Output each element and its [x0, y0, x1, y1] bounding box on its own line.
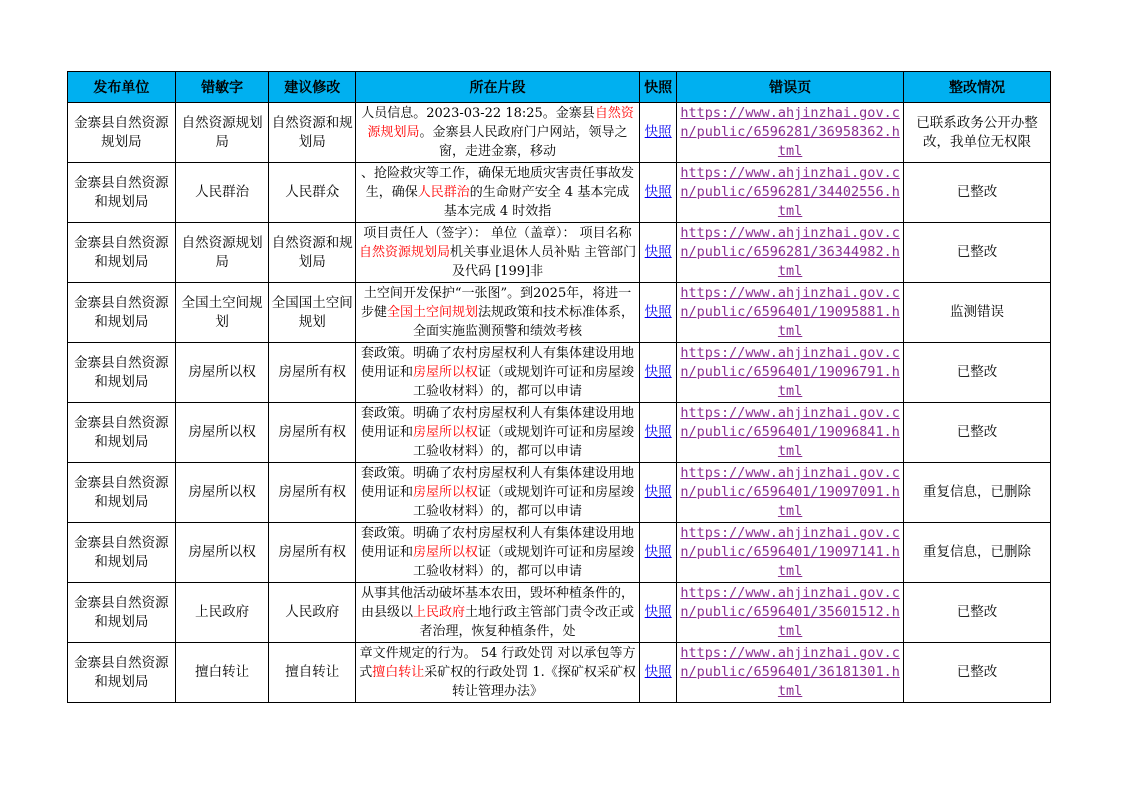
- fragment-text: 机关事业退休人员补贴 主管部门及代码 [199]非: [449, 245, 637, 279]
- wrong-word-cell: 自然资源规划局: [175, 103, 269, 163]
- unit-cell: 金寨县自然资源和规划局: [68, 463, 176, 523]
- fragment-cell: [356, 523, 640, 583]
- fragment-text: 采矿权的行政处罚 1.《探矿权采矿权转让管理办法》: [424, 665, 636, 699]
- status-cell: 已整改: [903, 343, 1050, 403]
- snapshot-link[interactable]: 快照: [644, 484, 672, 500]
- snapshot-cell: [640, 583, 677, 643]
- suggestion-cell: 擅自转让: [269, 643, 356, 703]
- fragment-text: 章文件规定的行为。 54 行政处罚 对以承包等方式: [359, 646, 636, 680]
- snapshot-cell: [640, 343, 677, 403]
- unit-cell: 金寨县自然资源和规划局: [68, 283, 176, 343]
- error-page-cell: [677, 103, 904, 163]
- fragment-highlight: 上民政府: [413, 605, 466, 620]
- status-cell: 已整改: [903, 583, 1050, 643]
- error-page-link[interactable]: https://www.ahjinzhai.gov.cn/public/6596401/19097141.html: [680, 525, 900, 579]
- suggestion-cell: 全国国土空间规划: [269, 283, 356, 343]
- fragment-text: 、抢险救灾等工作，确保无地质灾害责任事故发生，确保: [361, 166, 635, 200]
- fragment-cell: [356, 583, 640, 643]
- fragment-highlight: 房屋所以权: [413, 365, 479, 380]
- fragment-cell: [356, 223, 640, 283]
- header-error-page: 错误页: [677, 72, 904, 103]
- error-page-link[interactable]: https://www.ahjinzhai.gov.cn/public/6596401/19096791.html: [680, 345, 900, 399]
- fragment-text: 证（或规划许可证和房屋竣工验收材料）的，都可以申请: [413, 365, 635, 399]
- snapshot-cell: [640, 163, 677, 223]
- fragment-cell: [356, 643, 640, 703]
- error-page-cell: [677, 163, 904, 223]
- header-wrong-word: 错敏字: [175, 72, 269, 103]
- fragment-highlight: 全国土空间规划: [387, 305, 479, 320]
- wrong-word-cell: 全国土空间规划: [175, 283, 269, 343]
- status-cell: 已联系政务公开办整改，我单位无权限: [903, 103, 1050, 163]
- suggestion-cell: 人民群众: [269, 163, 356, 223]
- table-row: [68, 463, 1051, 523]
- error-page-cell: [677, 643, 904, 703]
- snapshot-cell: [640, 283, 677, 343]
- snapshot-cell: [640, 403, 677, 463]
- unit-cell: 金寨县自然资源和规划局: [68, 343, 176, 403]
- fragment-text: 套政策。明确了农村房屋权利人有集体建设用地使用证和: [361, 346, 635, 380]
- error-page-link[interactable]: https://www.ahjinzhai.gov.cn/public/6596401/19095881.html: [680, 285, 900, 339]
- snapshot-link[interactable]: 快照: [644, 184, 672, 200]
- fragment-text: 。金寨县人民政府门户网站，领导之窗，走进金寨，移动: [419, 125, 628, 159]
- error-page-cell: [677, 523, 904, 583]
- error-page-link[interactable]: https://www.ahjinzhai.gov.cn/public/6596281/36958362.html: [680, 105, 900, 159]
- unit-cell: 金寨县自然资源和规划局: [68, 163, 176, 223]
- error-page-cell: [677, 583, 904, 643]
- fragment-text: 证（或规划许可证和房屋竣工验收材料）的，都可以申请: [413, 545, 635, 579]
- wrong-word-cell: 房屋所以权: [175, 463, 269, 523]
- fragment-text: 从事其他活动破坏基本农田，毁坏种植条件的，由县级以: [361, 586, 635, 620]
- status-cell: 重复信息，已删除: [903, 523, 1050, 583]
- fragment-highlight: 房屋所以权: [413, 485, 479, 500]
- header-snapshot: 快照: [640, 72, 677, 103]
- unit-cell: 金寨县自然资源规划局: [68, 103, 176, 163]
- suggestion-cell: 自然资源和规划局: [269, 103, 356, 163]
- header-unit: 发布单位: [68, 72, 176, 103]
- fragment-highlight: 人民群治: [417, 185, 470, 200]
- suggestion-cell: 人民政府: [269, 583, 356, 643]
- fragment-cell: [356, 283, 640, 343]
- suggestion-cell: 房屋所有权: [269, 463, 356, 523]
- fragment-cell: [356, 343, 640, 403]
- error-page-link[interactable]: https://www.ahjinzhai.gov.cn/public/6596281/36344982.html: [680, 225, 900, 279]
- unit-cell: 金寨县自然资源和规划局: [68, 643, 176, 703]
- error-page-link[interactable]: https://www.ahjinzhai.gov.cn/public/6596401/19096841.html: [680, 405, 900, 459]
- status-cell: 已整改: [903, 223, 1050, 283]
- table-row: [68, 283, 1051, 343]
- fragment-text: 土地行政主管部门责令改正或者治理，恢复种植条件，处: [419, 605, 635, 639]
- wrong-word-cell: 上民政府: [175, 583, 269, 643]
- fragment-cell: [356, 403, 640, 463]
- fragment-cell: [356, 463, 640, 523]
- fragment-text: 证（或规划许可证和房屋竣工验收材料）的，都可以申请: [413, 485, 635, 519]
- status-cell: 重复信息，已删除: [903, 463, 1050, 523]
- snapshot-cell: [640, 463, 677, 523]
- table-row: [68, 523, 1051, 583]
- snapshot-link[interactable]: 快照: [644, 544, 672, 560]
- wrong-word-cell: 房屋所以权: [175, 343, 269, 403]
- unit-cell: 金寨县自然资源和规划局: [68, 583, 176, 643]
- table-row: [68, 343, 1051, 403]
- snapshot-cell: [640, 643, 677, 703]
- fragment-text: 的生命财产安全 4 基本完成 基本完成 4 时效指: [443, 185, 630, 219]
- snapshot-cell: [640, 103, 677, 163]
- header-status: 整改情况: [903, 72, 1050, 103]
- header-row: [68, 72, 1051, 103]
- fragment-cell: [356, 163, 640, 223]
- unit-cell: 金寨县自然资源和规划局: [68, 523, 176, 583]
- table-row: [68, 583, 1051, 643]
- fragment-highlight: 房屋所以权: [413, 425, 479, 440]
- error-page-link[interactable]: https://www.ahjinzhai.gov.cn/public/6596401/19097091.html: [680, 465, 900, 519]
- wrong-word-cell: 擅白转让: [175, 643, 269, 703]
- table-row: [68, 223, 1051, 283]
- header-fragment: 所在片段: [356, 72, 640, 103]
- status-cell: 已整改: [903, 403, 1050, 463]
- fragment-text: 证（或规划许可证和房屋竣工验收材料）的，都可以申请: [413, 425, 635, 459]
- fragment-text: 套政策。明确了农村房屋权利人有集体建设用地使用证和: [361, 526, 635, 560]
- fragment-text: 套政策。明确了农村房屋权利人有集体建设用地使用证和: [361, 406, 635, 440]
- snapshot-link[interactable]: 快照: [644, 124, 672, 140]
- error-page-cell: [677, 223, 904, 283]
- error-page-cell: [677, 283, 904, 343]
- error-page-cell: [677, 343, 904, 403]
- fragment-highlight: 擅白转让: [372, 665, 425, 680]
- status-cell: 监测错误: [903, 283, 1050, 343]
- suggestion-cell: 房屋所有权: [269, 523, 356, 583]
- error-page-cell: [677, 403, 904, 463]
- fragment-text: 人员信息。2023-03-22 18:25。金寨县: [361, 106, 595, 121]
- fragment-text: 法规政策和技术标准体系，全面实施监测预警和绩效考核: [413, 305, 635, 339]
- fragment-text: 套政策。明确了农村房屋权利人有集体建设用地使用证和: [361, 466, 635, 500]
- suggestion-cell: 房屋所有权: [269, 343, 356, 403]
- wrong-word-cell: 房屋所以权: [175, 403, 269, 463]
- fragment-highlight: 房屋所以权: [413, 545, 479, 560]
- snapshot-link[interactable]: 快照: [644, 304, 672, 320]
- error-page-link[interactable]: https://www.ahjinzhai.gov.cn/public/6596401/36181301.html: [680, 645, 900, 699]
- snapshot-cell: [640, 523, 677, 583]
- header-suggestion: 建议修改: [269, 72, 356, 103]
- snapshot-link[interactable]: 快照: [644, 664, 672, 680]
- wrong-word-cell: 自然资源规划局: [175, 223, 269, 283]
- table-row: [68, 403, 1051, 463]
- error-page-link[interactable]: https://www.ahjinzhai.gov.cn/public/6596281/34402556.html: [680, 165, 900, 219]
- snapshot-cell: [640, 223, 677, 283]
- table-row: [68, 163, 1051, 223]
- status-cell: 已整改: [903, 643, 1050, 703]
- unit-cell: 金寨县自然资源和规划局: [68, 403, 176, 463]
- status-cell: 已整改: [903, 163, 1050, 223]
- table-row: [68, 103, 1051, 163]
- snapshot-link[interactable]: 快照: [644, 244, 672, 260]
- error-page-cell: [677, 463, 904, 523]
- fragment-highlight: 自然资源规划局: [367, 106, 634, 140]
- fragment-cell: [356, 103, 640, 163]
- wrong-word-cell: 人民群治: [175, 163, 269, 223]
- error-page-link[interactable]: https://www.ahjinzhai.gov.cn/public/6596401/35601512.html: [680, 585, 900, 639]
- suggestion-cell: 自然资源和规划局: [269, 223, 356, 283]
- fragment-text: 项目责任人（签字）： 单位（盖章）： 项目名称: [363, 226, 632, 241]
- unit-cell: 金寨县自然资源和规划局: [68, 223, 176, 283]
- table-row: [68, 643, 1051, 703]
- snapshot-link[interactable]: 快照: [644, 424, 672, 440]
- wrong-word-cell: 房屋所以权: [175, 523, 269, 583]
- fragment-text: 土空间开发保护“一张图”。到2025年，将进一步健: [361, 286, 632, 320]
- error-report-table: [67, 71, 1051, 703]
- fragment-highlight: 自然资源规划局: [358, 245, 450, 260]
- snapshot-link[interactable]: 快照: [644, 364, 672, 380]
- suggestion-cell: 房屋所有权: [269, 403, 356, 463]
- snapshot-link[interactable]: 快照: [644, 604, 672, 620]
